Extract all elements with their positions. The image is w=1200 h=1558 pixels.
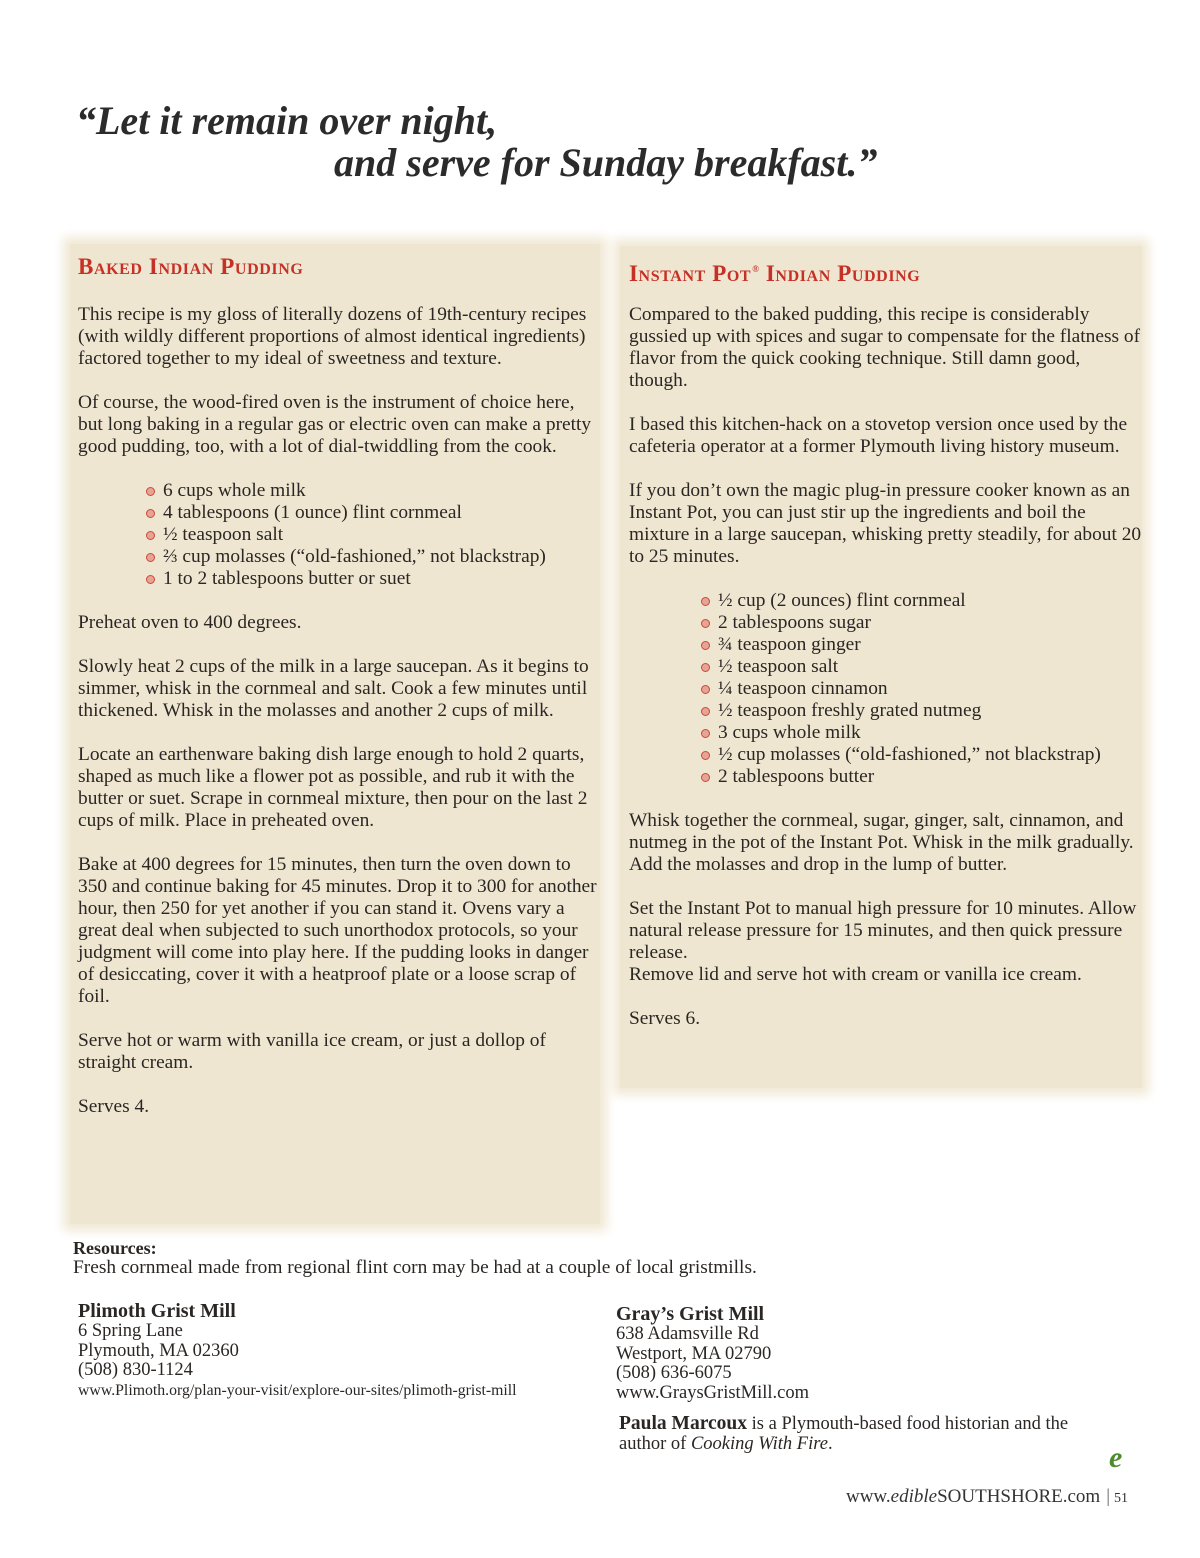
bullet-icon — [701, 685, 710, 694]
instant-pot-recipe-body — [629, 304, 1142, 1052]
bullet-icon — [701, 663, 710, 672]
instant-serves: Serves 6. — [629, 1008, 701, 1029]
bullet-icon — [701, 619, 710, 628]
instant-step-1: Whisk together the cornmeal, sugar, ginger, salt, cinnamon, and nutmeg in the pot of the Instant Pot. Whisk in the milk gradually. Add the molasses and drop in the lump of butter. — [629, 810, 1134, 875]
pull-quote-line-1: “Let it remain over night, — [76, 98, 498, 143]
bullet-icon — [146, 531, 155, 540]
ingredient-item: 1 to 2 tablespoons butter or suet — [142, 568, 598, 590]
edible-logo-icon: e — [1109, 1441, 1123, 1474]
mill-address-line-2: Westport, MA 02790 — [616, 1343, 772, 1364]
ingredient-item: 3 cups whole milk — [697, 722, 1142, 744]
ingredient-item: ½ cup molasses (“old-fashioned,” not blackstrap) — [697, 744, 1142, 766]
baked-step-2: Slowly heat 2 cups of the milk in a large saucepan. As it begins to simmer, whisk in the cornmeal and salt. Cook a few minutes until thickened. Whisk in the molasses and another 2 cups of milk. — [78, 656, 589, 721]
instant-pot-recipe-box — [620, 246, 1142, 1088]
baked-ingredient-list — [142, 480, 598, 590]
book-title: Cooking With Fire — [690, 1434, 828, 1454]
author-name: Paula Marcoux — [619, 1413, 748, 1434]
author-bio: Paula Marcoux is a Plymouth-based food historian and the author of Cooking With Fire. — [619, 1413, 1069, 1454]
mill-website-link[interactable]: www.GraysGristMill.com — [616, 1382, 810, 1403]
instant-intro-2: I based this kitchen-hack on a stovetop version once used by the cafeteria operator at a former Plymouth living history museum. — [629, 414, 1128, 457]
bullet-icon — [146, 487, 155, 496]
ingredient-item: ¼ teaspoon cinnamon — [697, 678, 1142, 700]
resources-text: Fresh cornmeal made from regional flint corn may be had at a couple of local gristmills. — [73, 1257, 757, 1278]
bullet-icon — [146, 509, 155, 518]
page-footer — [846, 1486, 1128, 1508]
baked-step-1: Preheat oven to 400 degrees. — [78, 612, 302, 633]
ingredient-item: 6 cups whole milk — [142, 480, 598, 502]
mill-name: Gray’s Grist Mill — [616, 1303, 765, 1325]
mill-address-line-1: 638 Adamsville Rd — [616, 1324, 759, 1344]
mill-address-line-1: 6 Spring Lane — [78, 1321, 183, 1341]
bullet-icon — [146, 575, 155, 584]
instant-pot-recipe-title: Instant Pot® Indian Pudding — [629, 261, 921, 286]
site-url[interactable]: www.edibleSOUTHSHORE.com — [845, 1486, 1101, 1507]
bullet-icon — [701, 641, 710, 650]
ingredient-item: ½ teaspoon salt — [697, 656, 1142, 678]
bullet-icon — [701, 597, 710, 606]
baked-intro-1: This recipe is my gloss of literally dozens of 19th-century recipes (with wildly different proportions of almost identical ingredients) factored together to my ideal of sweetness and texture. — [78, 304, 587, 369]
ingredient-item: 2 tablespoons sugar — [697, 612, 1142, 634]
instant-step-2: Set the Instant Pot to manual high pressure for 10 minutes. Allow natural release pressure for 15 minutes, and then quick pressure release. — [629, 898, 1137, 963]
baked-intro-2: Of course, the wood-fired oven is the instrument of choice here, but long baking in a regular gas or electric oven can make a pretty good pudding, too, with a lot of dial-twiddling from the cook. — [78, 392, 592, 457]
instant-ingredient-list — [697, 590, 1142, 788]
resources-section — [73, 1239, 1133, 1278]
registered-mark: ® — [752, 264, 760, 274]
baked-step-5: Serve hot or warm with vanilla ice cream, or just a dollop of straight cream. — [78, 1030, 546, 1073]
mill-name: Plimoth Grist Mill — [78, 1300, 236, 1322]
mill-website-link[interactable]: www.Plimoth.org/plan-your-visit/explore-our-sites/plimoth-grist-mill — [78, 1381, 517, 1399]
baked-step-4: Bake at 400 degrees for 15 minutes, then turn the oven down to 350 and continue baking for 45 minutes. Drop it to 300 for another hour, then 250 for yet another if you can stand it. Ovens vary a great deal when subjected to such unorthodox protocols, so your judgment will come into play here. If the pudding looks in danger of desiccating, cover it with a heatproof plate or a loose scrap of foil. — [78, 854, 597, 1007]
bullet-icon — [701, 729, 710, 738]
grays-grist-mill-address — [616, 1303, 809, 1403]
page-number: 51 — [1114, 1491, 1128, 1506]
baked-recipe-body — [78, 304, 598, 1140]
ingredient-item: 4 tablespoons (1 ounce) flint cornmeal — [142, 502, 598, 524]
baked-recipe-box — [70, 244, 600, 1224]
pull-quote — [76, 100, 976, 184]
mill-address-line-2: Plymouth, MA 02360 — [78, 1340, 239, 1361]
bullet-icon — [701, 707, 710, 716]
bullet-icon — [701, 773, 710, 782]
instant-intro-1: Compared to the baked pudding, this recipe is considerably gussied up with spices and sugar to compensate for the flatness of flavor from the quick cooking technique. Still damn good, though. — [629, 304, 1141, 391]
mill-phone: (508) 636-6075 — [616, 1363, 732, 1383]
instant-intro-3: If you don’t own the magic plug-in pressure cooker known as an Instant Pot, you can just stir up the ingredients and boil the mixture in a large saucepan, whisking pretty steadily, for about 20 to 25 minutes. — [629, 480, 1142, 567]
mill-phone: (508) 830-1124 — [78, 1360, 193, 1380]
ingredient-item: ½ teaspoon salt — [142, 524, 598, 546]
baked-recipe-title: Baked Indian Pudding — [78, 254, 304, 279]
ingredient-item: ½ cup (2 ounces) flint cornmeal — [697, 590, 1142, 612]
ingredient-item: ½ teaspoon freshly grated nutmeg — [697, 700, 1142, 722]
resources-label: Resources: — [73, 1238, 157, 1258]
instant-step-3: Remove lid and serve hot with cream or vanilla ice cream. — [629, 964, 1082, 985]
baked-serves: Serves 4. — [78, 1096, 150, 1117]
bullet-icon — [146, 553, 155, 562]
footer-separator: | — [1106, 1486, 1110, 1507]
pull-quote-line-2: and serve for Sunday breakfast.” — [334, 140, 878, 185]
bullet-icon — [701, 751, 710, 760]
ingredient-item: 2 tablespoons butter — [697, 766, 1142, 788]
baked-step-3: Locate an earthenware baking dish large enough to hold 2 quarts, shaped as much like a flower pot as possible, and rub it with the butter or suet. Scrape in cornmeal mixture, then pour on the last 2 cups of milk. Place in preheated oven. — [78, 744, 588, 831]
ingredient-item: ¾ teaspoon ginger — [697, 634, 1142, 656]
ingredient-item: ⅔ cup molasses (“old-fashioned,” not blackstrap) — [142, 546, 598, 568]
plimoth-grist-mill-address — [78, 1300, 517, 1400]
